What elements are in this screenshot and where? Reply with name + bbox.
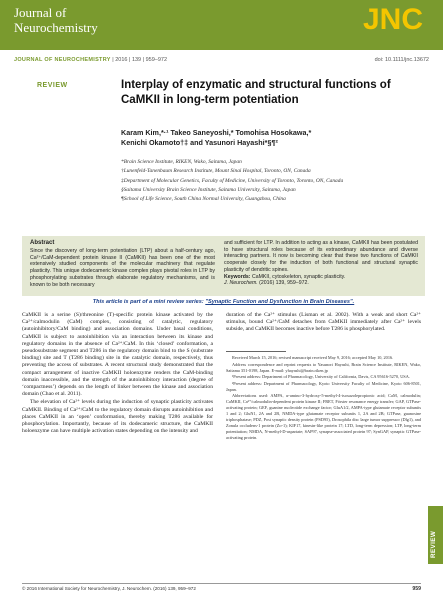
running-header — [14, 55, 429, 67]
footnote-abbreviations: Abbreviations used: AMPA, α-amino-3-hydroxy-5-methyl-4-isoxazolepropionic acid; CaM, calmodulin; CaMKII, Ca²⁺/calmodulin-dependent protein kinase II; FRET, Förster resonance energy transfer; GAP, GTPase-activating protein; GEF, guanine nucleotide exchange factor; GluA1/2, AMPA-type glutamate receptor subunits 1 and 2; GluN1, 2A and 2B, NMDA-type glutamate receptor subunits 1, 2A and 2B; GTPase, guanosine triphosphatase; PDZ, Post synaptic density protein (PSD95), Drosophila disc large tumor suppressor (Dlg1), and Zonula occludens-1 protein (Zo-1); KIF17, kinesin-like protein 17; LTD, long-term depression; LTP, long-term potentiation; NMDA, N-methyl-D-aspartate; SAP97, synapse-associated protein 97; SynGAP, synaptic GTPase-activating protein. — [226, 393, 421, 440]
running-journal-name: JOURNAL OF NEUROCHEMISTRY — [14, 57, 111, 63]
jnc-logo: JNC — [362, 3, 423, 36]
journal-banner — [0, 0, 443, 50]
running-header-left — [14, 57, 167, 63]
abstract-column-2 — [224, 240, 418, 287]
copyright-line: © 2016 International Society for Neurochemistry, J. Neurochem. (2016) 139, 959–972 — [22, 586, 196, 591]
body-column-2: duration of the Ca²⁺ stimulus (Lisman et al. 2002). With a weak and short Ca²⁺ stimulus, bound Ca²⁺/CaM detaches from CaMKII immediately after Ca²⁺ levels subside, and CaMKII becomes inactive before T286 is phosphorylated. — [226, 312, 421, 333]
page-number: 959 — [412, 586, 421, 592]
journal-title — [14, 5, 98, 35]
abstract-column-1: Since the discovery of long-term potentiation (LTP) about a half-century ago, Ca²⁺/CaM-dependent protein kinase II (CaMKII) has been one of the most extensively studied components of the molecular machinery that regulate plasticity. This unique dodecameric kinase complex plays pivotal roles in LTP by phosphorylating substrates through elaborate regulatory mechanisms, and is known to be both necessary — [30, 248, 215, 288]
body-paragraph: The elevation of Ca²⁺ levels during the induction of synaptic plasticity activates CaMKII. Binding of Ca²⁺/CaM to the regulatory domain disrupts autoinhibition and places CaMKII in an ‘open’ conformation, thereby making T286 available for phosphorylation. Importantly, because of its dodecameric structure, the CaMKII holoenzyme can have multiple activation states depending on the intensity and — [22, 399, 213, 435]
footnotes — [226, 355, 421, 441]
affiliation: *Brain Science Institute, RIKEN, Wako, Saitama, Japan — [121, 159, 242, 165]
mini-review-note — [22, 297, 425, 307]
footnote-correspondence: Address correspondence and reprint requests to Yasunori Hayashi, Brain Science Institute, RIKEN, Wako, Saitama 351-0198, Japan. E-mail: yhayashi@brain.riken.jp — [226, 361, 421, 373]
review-side-tab — [428, 506, 443, 564]
authors-line-2: Kenichi Okamoto†‡ and Yasunori Hayashi*§¶² — [121, 138, 278, 147]
mini-review-link[interactable]: "Synaptic Function and Dysfunction in Brain Diseases". — [205, 299, 355, 305]
keywords-label: Keywords: — [224, 273, 251, 280]
journal-title-line2: Neurochemistry — [14, 20, 98, 35]
footnote-received: Received March 15, 2016; revised manuscript received May 9, 2016; accepted May 10, 2016. — [232, 355, 394, 360]
abstract-heading: Abstract — [30, 240, 55, 246]
footer-divider — [22, 583, 421, 584]
affiliation: §Saitama University Brain Science Institute, Saitama University, Saitama, Japan — [121, 186, 296, 193]
affiliations — [121, 158, 421, 204]
citation-journal: J. Neurochem. — [224, 280, 258, 287]
authors-line-1: Karam Kim,*·¹ Takeo Saneyoshi,* Tomohisa Hosokawa,* — [121, 128, 312, 137]
page-footer — [22, 586, 421, 594]
section-label: REVIEW — [37, 82, 68, 89]
affiliation: ¶School of Life Science, South China Normal University, Guangzhou, China — [121, 196, 286, 203]
citation-line — [224, 280, 418, 287]
footnote-divider — [226, 351, 286, 352]
keywords: CaMKII, cytoskeleton, synaptic plasticity. — [250, 273, 346, 280]
running-issue: | 2016 | 139 | 959–972 — [112, 57, 168, 63]
footnote-present-address-2: ²Present address: Department of Pharmacology, Kyoto University Faculty of Medicine, Kyoto 606-8501, Japan. — [226, 380, 421, 392]
citation-details: (2016) 139, 959–972. — [257, 280, 309, 287]
footnote-present-address-1: ¹Present address: Department of Pharmacology, University of California, Davis, CA 95616-5270, USA. — [232, 374, 410, 379]
article-title: Interplay of enzymatic and structural functions of CaMKII in long-term potentiation — [121, 79, 391, 106]
body-column-1 — [22, 312, 213, 435]
author-list — [121, 128, 421, 148]
journal-title-line1: Journal of — [14, 5, 67, 20]
affiliation: ‡Department of Molecular Genetics, Faculty of Medicine, University of Toronto, Toronto, ON, Canada — [121, 177, 344, 184]
affiliation: †Lunenfeld-Tanenbaum Research Institute, Mount Sinai Hospital, Toronto, ON, Canada — [121, 168, 311, 175]
body-paragraph: CaMKII is a serine (S)/threonine (T)-specific protein kinase activated by the Ca²⁺/calmodulin (CaM) complex, consisting of catalytic, regulatory (autoinhibitory/CaM binding) and association domains. Under basal conditions, CaMKII is subject to autoinhibition via an interaction between its kinase and regulatory domains in the absence of Ca²⁺/CaM. In this ‘closed’ conformation, a pseudosubstrate segment and T286 in the regulatory domain bind to the S (substrate binding) site and T (T286 binding) site in the catalytic domain, respectively, thus preventing the access of substrates. A recent structural study demonstrated that the compact arrangement of inactive CaMKII holoenzyme renders the CaM-binding domain inaccessible, and the strength of the autoinhibitory interaction (degree of ‘compactness’) depends on the length of linker between the kinase and association domain (Chao et al. 2011). — [22, 312, 213, 398]
side-tab-label: REVIEW — [430, 530, 437, 558]
doi-link[interactable]: doi: 10.1111/jnc.13672 — [374, 57, 429, 63]
keywords-line — [224, 274, 418, 281]
abstract-col2-text: and sufficient for LTP. In addition to acting as a kinase, CaMKII has been postulated to have structural roles because of its extraordinary abundance and diverse interacting partners. It now is becoming clear that these two functions of CaMKII cooperate closely for the induction of both functional and structural synaptic plasticity of dendritic spines. — [224, 240, 418, 273]
mini-review-prefix: This article is part of a mini review series: — [92, 299, 206, 305]
